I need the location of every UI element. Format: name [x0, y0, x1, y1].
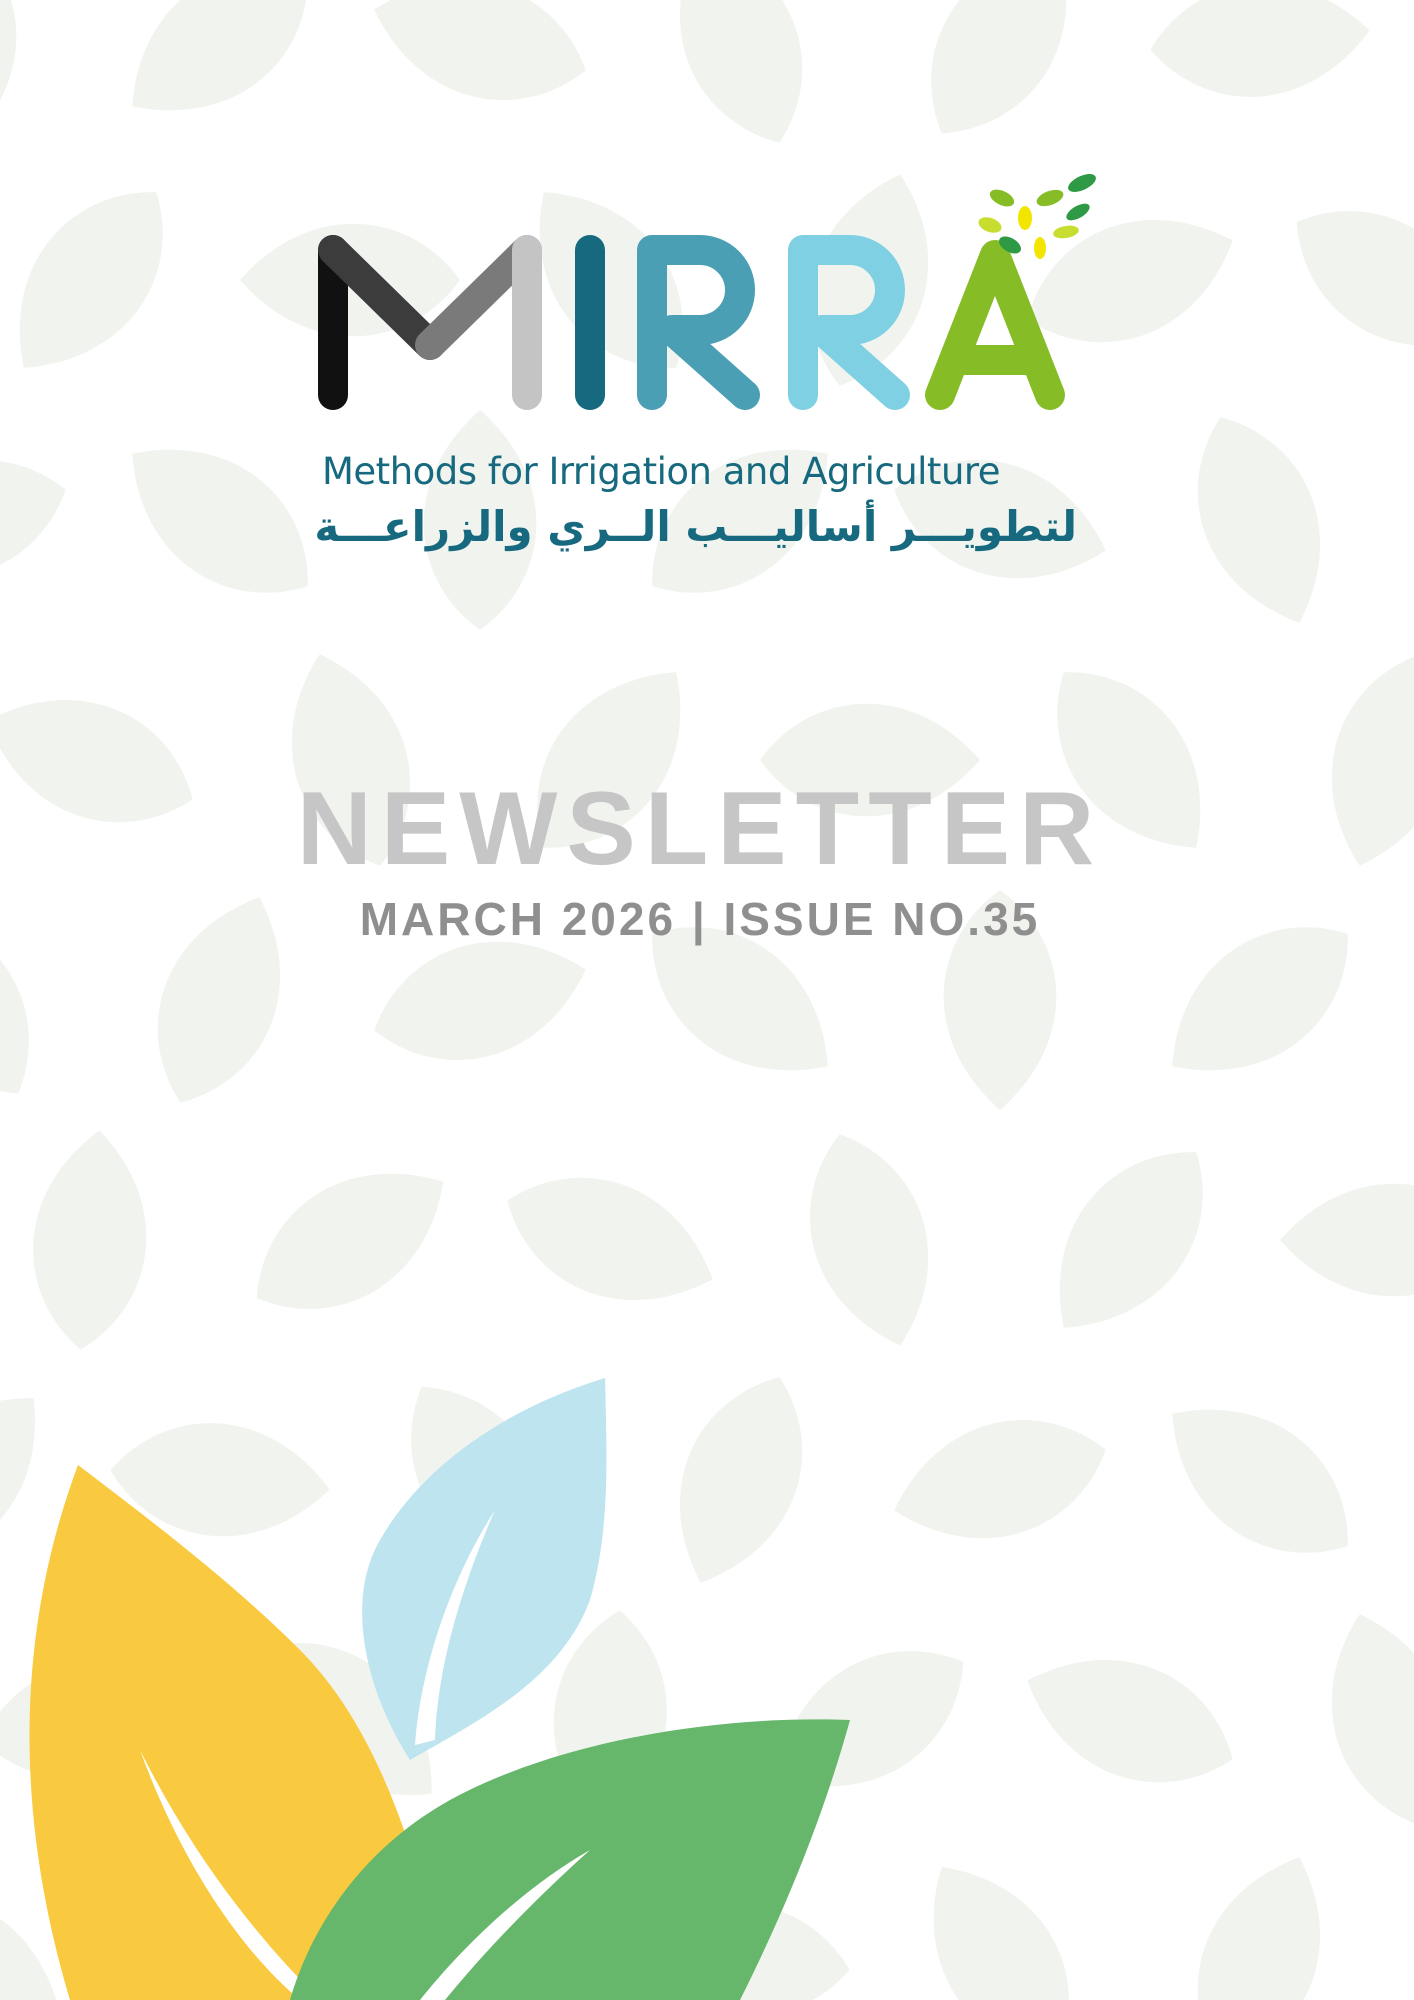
- pattern-leaf: [487, 1148, 733, 1332]
- tagline-english: Methods for Irrigation and Agriculture: [322, 450, 1001, 493]
- pattern-leaf: [786, 1119, 955, 1362]
- newsletter-title: NEWSLETTER: [296, 771, 1104, 887]
- pattern-leaf: [227, 1134, 473, 1346]
- pattern-leaf: [24, 1126, 155, 1355]
- pattern-leaf: [1280, 1184, 1414, 1297]
- pattern-leaf: [1019, 1118, 1241, 1361]
- decorative-leaves: [0, 1350, 1414, 2000]
- blue-leaf: [362, 1378, 606, 1760]
- issue-date-line: MARCH 2026 | ISSUE NO.35: [359, 893, 1041, 945]
- tagline-arabic: لتطويـــر أساليـــب الــري والزراعـــة: [314, 502, 1077, 551]
